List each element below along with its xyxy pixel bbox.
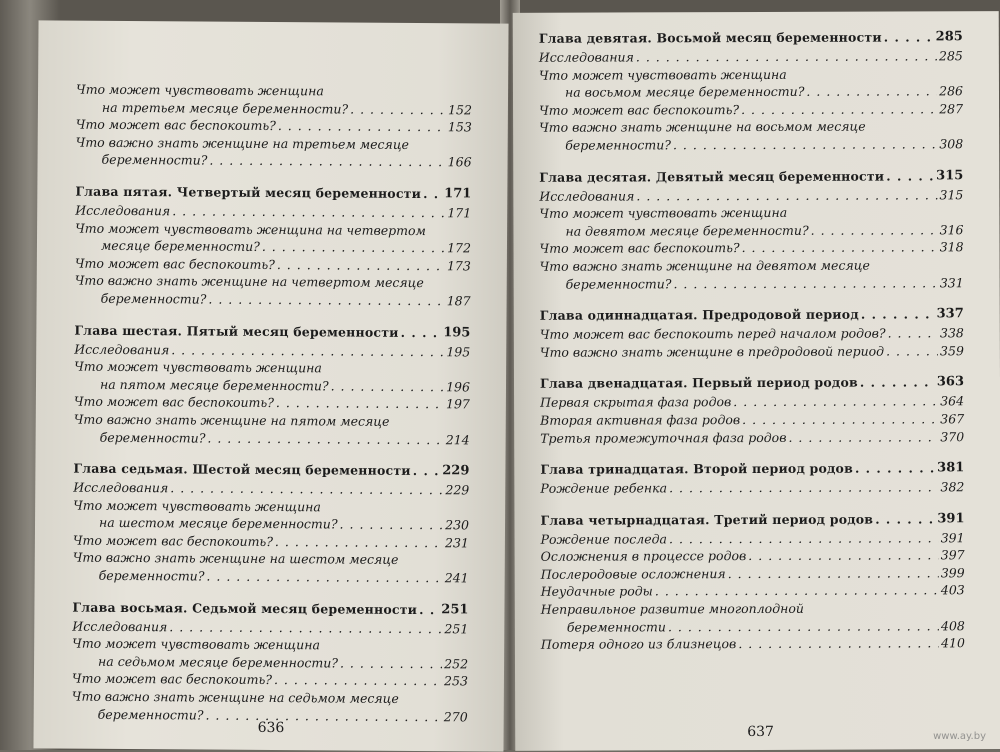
entry-title-line2: на восьмом месяце беременности? [564, 84, 805, 100]
toc-entry [73, 496, 469, 534]
entry-title-line2: беременности? [101, 152, 208, 168]
toc-entry [539, 100, 963, 119]
entry-title-line2: на шестом месяце беременности? [98, 515, 338, 532]
page-ref: 153 [447, 119, 472, 135]
entry-title-line1: Что важно знать женщине на шестом месяце [72, 550, 399, 568]
dot-leader [206, 568, 442, 587]
toc-entry [539, 118, 963, 155]
entry-title: Что может вас беспокоить? [73, 393, 274, 411]
page-ref: 399 [940, 565, 965, 581]
page-ref: 172 [447, 240, 472, 256]
entry-title: Исследования [74, 341, 170, 357]
entry-title-line2-row [73, 567, 469, 587]
dot-leader [171, 341, 444, 361]
dot-leader [655, 582, 939, 601]
page-ref: 171 [444, 186, 472, 202]
toc-entry [540, 256, 964, 293]
page-ref: 318 [939, 239, 964, 255]
dot-leader [423, 185, 442, 203]
entry-title-line1: Что может чувствовать женщина [538, 66, 787, 83]
dot-leader [673, 274, 937, 293]
page-ref: 230 [445, 517, 470, 533]
page-ref: 270 [443, 708, 468, 725]
dot-leader [636, 186, 937, 205]
chapter-title: Глава тринадцатая. Второй период родов [540, 460, 853, 477]
toc-entry [539, 203, 963, 240]
dot-leader [350, 100, 446, 118]
entry-title-line1: Что важно знать женщине на пятом месяце [73, 411, 390, 429]
page-ref: 370 [940, 428, 965, 444]
entry-title-line1: Что может чувствовать женщина [72, 635, 320, 653]
toc-entry [541, 529, 965, 548]
page-ref: 364 [940, 393, 965, 409]
entry-title-line2-row [76, 151, 472, 171]
toc-entry [541, 564, 965, 583]
chapter-heading [539, 167, 963, 186]
dot-leader [855, 459, 935, 477]
chapter-title: Глава седьмая. Шестой месяц беременности [73, 460, 411, 479]
entry-title: Рождение последа [540, 531, 668, 547]
page-ref: 241 [444, 570, 469, 586]
entry-title: Что может вас беспокоить? [72, 532, 274, 549]
dot-leader [886, 167, 934, 185]
entry-title-line1: Что важно знать женщине на четвертом месяце [74, 272, 424, 291]
toc-entry [541, 635, 965, 654]
entry-title-line2-row [74, 428, 470, 448]
toc-entry [540, 428, 964, 447]
dot-leader [738, 635, 939, 653]
page-ref: 195 [446, 343, 471, 359]
dot-leader [788, 428, 938, 446]
entry-title: Что может вас беспокоить? [75, 116, 276, 134]
page-ref: 338 [939, 325, 964, 341]
entry-title-line1: Что может чувствовать женщина [74, 358, 322, 376]
toc-entry [539, 65, 963, 102]
chapter-title: Глава четырнадцатая. Третий период родов [540, 511, 874, 528]
entry-title-line2: беременности? [100, 290, 207, 307]
entry-title: Исследования [72, 618, 168, 634]
entry-title-line2: беременности [566, 618, 666, 635]
page-number: 637 [747, 723, 774, 741]
entry-title-line2: беременности? [565, 137, 671, 153]
dot-leader [748, 547, 939, 565]
page-ref: 214 [445, 431, 470, 447]
entry-title-line1: Что может чувствовать женщина [539, 205, 788, 221]
entry-title-line2: беременности? [565, 275, 672, 292]
page-ref: 381 [937, 460, 965, 476]
watermark: www.ay.by [933, 731, 986, 742]
page-ref: 337 [936, 306, 964, 322]
dot-leader [733, 393, 938, 411]
page-ref: 231 [444, 535, 469, 551]
entry-title: Третья промежуточная фаза родов [540, 429, 787, 446]
dot-leader [413, 462, 441, 480]
entry-title: Что может вас беспокоить перед началом родов? [539, 325, 886, 342]
entry-title-line2-row [539, 135, 963, 154]
chapter-title: Глава шестая. Пятый месяц беременности [74, 322, 399, 340]
page-ref: 391 [937, 510, 965, 527]
page-ref: 410 [941, 635, 965, 651]
toc-entry [74, 358, 470, 396]
dot-leader [277, 256, 445, 275]
page-ref: 285 [935, 29, 963, 45]
toc-entry [540, 342, 964, 361]
chapter-heading [540, 510, 964, 529]
right-page [513, 11, 1000, 751]
dot-leader [275, 533, 443, 552]
toc-entry [540, 410, 964, 429]
toc-entry [75, 272, 471, 310]
page-ref: 367 [940, 411, 965, 427]
page-ref: 229 [445, 482, 470, 498]
entry-title-line1: Что важно знать женщине на девятом месяце [539, 257, 870, 274]
chapter-title: Глава двенадцатая. Первый период родов [539, 374, 858, 392]
entry-title: Исследования [73, 479, 169, 496]
dot-leader [741, 100, 937, 118]
entry-title-line2: на пятом месяце беременности? [99, 376, 329, 394]
table-of-contents-left [34, 20, 509, 725]
dot-leader [205, 706, 441, 725]
dot-leader [169, 618, 442, 638]
entry-title-line2-row [541, 617, 965, 636]
dot-leader [276, 394, 444, 413]
entry-title-line1: Что может чувствовать женщина на четвертом [75, 220, 426, 238]
page-ref: 331 [939, 274, 964, 290]
page-ref: 166 [447, 154, 472, 170]
entry-title-line2-row [539, 221, 963, 240]
page-ref: 397 [940, 547, 965, 563]
dot-leader [262, 238, 445, 257]
dot-leader [860, 374, 935, 392]
entry-title: Вторая активная фаза родов [540, 411, 741, 428]
page-ref: 391 [940, 529, 965, 546]
dot-leader [340, 654, 442, 672]
chapter-title: Глава восьмая. Седьмой месяц беременности [72, 599, 418, 617]
dot-leader [742, 410, 938, 428]
entry-title: Что может вас беспокоить? [74, 255, 275, 272]
entry-title-line2: беременности? [98, 567, 205, 584]
dot-leader [207, 429, 443, 448]
toc-entry [76, 133, 472, 171]
dot-leader [886, 342, 938, 360]
page-ref: 363 [936, 374, 965, 390]
entry-title-line1: Что важно знать женщине на седьмом месяце [71, 688, 399, 706]
entry-title-line1: Что важно знать женщине на восьмом месяце [539, 118, 866, 136]
toc-entry [539, 186, 963, 205]
entry-title: Что может вас беспокоить? [539, 101, 740, 118]
page-ref: 195 [443, 324, 471, 340]
toc-entry [539, 47, 963, 66]
toc-entry [540, 393, 964, 412]
entry-title-line2-row [540, 274, 964, 293]
entry-title: Исследования [75, 202, 171, 219]
dot-leader [875, 510, 935, 528]
toc-entry [73, 479, 469, 499]
entry-title-line2-row [75, 290, 471, 310]
dot-leader [669, 529, 939, 548]
toc-entry [540, 324, 964, 343]
dot-leader [331, 377, 445, 395]
page-ref: 285 [938, 48, 963, 64]
page-ref: 251 [441, 601, 469, 618]
chapter-title: Глава десятая. Девятый месяц беременности [539, 168, 885, 185]
page-ref: 315 [936, 167, 964, 183]
chapter-title: Глава одиннадцатая. Предродовой период [539, 306, 859, 323]
page-ref: 187 [446, 293, 471, 309]
page-ref: 382 [940, 479, 965, 495]
chapter-heading [73, 460, 469, 481]
dot-leader [888, 324, 938, 342]
entry-title-line2: беременности? [97, 706, 204, 723]
page-ref: 229 [442, 463, 470, 479]
dot-leader [419, 601, 439, 619]
entry-title: Исследования [538, 49, 634, 65]
entry-title-line2: месяце беременности? [100, 237, 260, 255]
chapter-heading [72, 598, 468, 619]
dot-leader [209, 152, 445, 171]
toc-entry [541, 582, 965, 601]
entry-title: Первая скрытая фаза родов [540, 394, 732, 411]
chapter-heading [540, 459, 964, 478]
page-ref: 251 [444, 620, 469, 637]
page-ref: 408 [940, 617, 965, 634]
toc-entry [75, 219, 471, 257]
page-ref: 315 [939, 186, 964, 202]
entry-title: Что может вас беспокоить? [539, 240, 740, 257]
dot-leader [636, 47, 937, 66]
chapter-title: Глава девятая. Восьмой месяц беременности [538, 29, 882, 46]
entry-title-line2: на седьмом месяце беременности? [98, 653, 339, 671]
entry-title-line1: Что важно знать женщине на третьем месяце [75, 134, 410, 152]
chapter-heading [74, 321, 470, 342]
dot-leader [811, 221, 938, 239]
chapter-heading [540, 305, 964, 324]
page-ref: 253 [444, 673, 468, 689]
entry-title-line2-row [539, 82, 963, 101]
entry-title: Осложнения в процессе родов [540, 548, 747, 565]
dot-leader [669, 478, 938, 497]
entry-title: Что может вас беспокоить? [71, 671, 273, 688]
dot-leader [861, 306, 935, 324]
page-ref: 403 [940, 582, 965, 598]
dot-leader [673, 135, 937, 154]
entry-title-line1: Что может чувствовать женщина [73, 497, 321, 515]
dot-leader [340, 516, 444, 534]
toc-entry [74, 411, 470, 449]
entry-title: Что важно знать женщине в предродовой период [539, 343, 885, 360]
dot-leader [278, 117, 446, 136]
toc-entry [73, 549, 469, 587]
chapter-heading [75, 183, 471, 204]
entry-title-line1: Неправильное развитие многоплодной [540, 600, 804, 617]
toc-entry [75, 202, 471, 222]
page-ref: 316 [939, 222, 964, 238]
entry-title: Послеродовые осложнения [540, 565, 726, 582]
page-ref: 286 [939, 83, 964, 99]
entry-title-line1: Что может чувствовать женщина [76, 81, 324, 99]
page-ref: 359 [940, 342, 964, 359]
entry-title: Потеря одного из близнецов [540, 636, 737, 653]
toc-entry [540, 478, 964, 497]
toc-entry [541, 599, 965, 636]
dot-leader [401, 323, 442, 341]
page-ref: 197 [445, 396, 470, 412]
dot-leader [668, 617, 939, 636]
entry-title-line2: беременности? [99, 429, 206, 446]
page-ref: 287 [939, 101, 964, 117]
chapter-heading [540, 374, 964, 393]
chapter-title: Глава пятая. Четвертый месяц беременности [75, 183, 422, 202]
page-ref: 252 [444, 656, 469, 672]
dot-leader [806, 83, 937, 101]
toc-entry [540, 239, 964, 258]
page-ref: 308 [939, 136, 964, 152]
page-ref: 196 [446, 378, 471, 395]
left-page [33, 20, 508, 751]
chapter-heading [539, 28, 963, 47]
dot-leader [172, 202, 445, 222]
dot-leader [208, 290, 444, 309]
dot-leader [274, 671, 442, 690]
dot-leader [742, 239, 938, 257]
toc-entry [76, 81, 472, 119]
toc-entry [72, 635, 468, 673]
dot-leader [728, 564, 939, 582]
entry-title-line2: на девятом месяце беременности? [565, 222, 809, 239]
page-number: 636 [257, 719, 285, 737]
entry-title-line2: на третьем месяце беременности? [101, 99, 349, 117]
table-of-contents-right [513, 11, 1000, 654]
page-ref: 171 [447, 205, 472, 221]
dot-leader [170, 479, 443, 499]
dot-leader [884, 28, 934, 46]
toc-entry [541, 547, 965, 566]
entry-title: Рождение ребенка [540, 480, 668, 496]
entry-title: Исследования [539, 187, 635, 204]
page-ref: 173 [446, 257, 471, 274]
page-ref: 152 [448, 101, 472, 117]
entry-title: Неудачные роды [540, 583, 653, 600]
